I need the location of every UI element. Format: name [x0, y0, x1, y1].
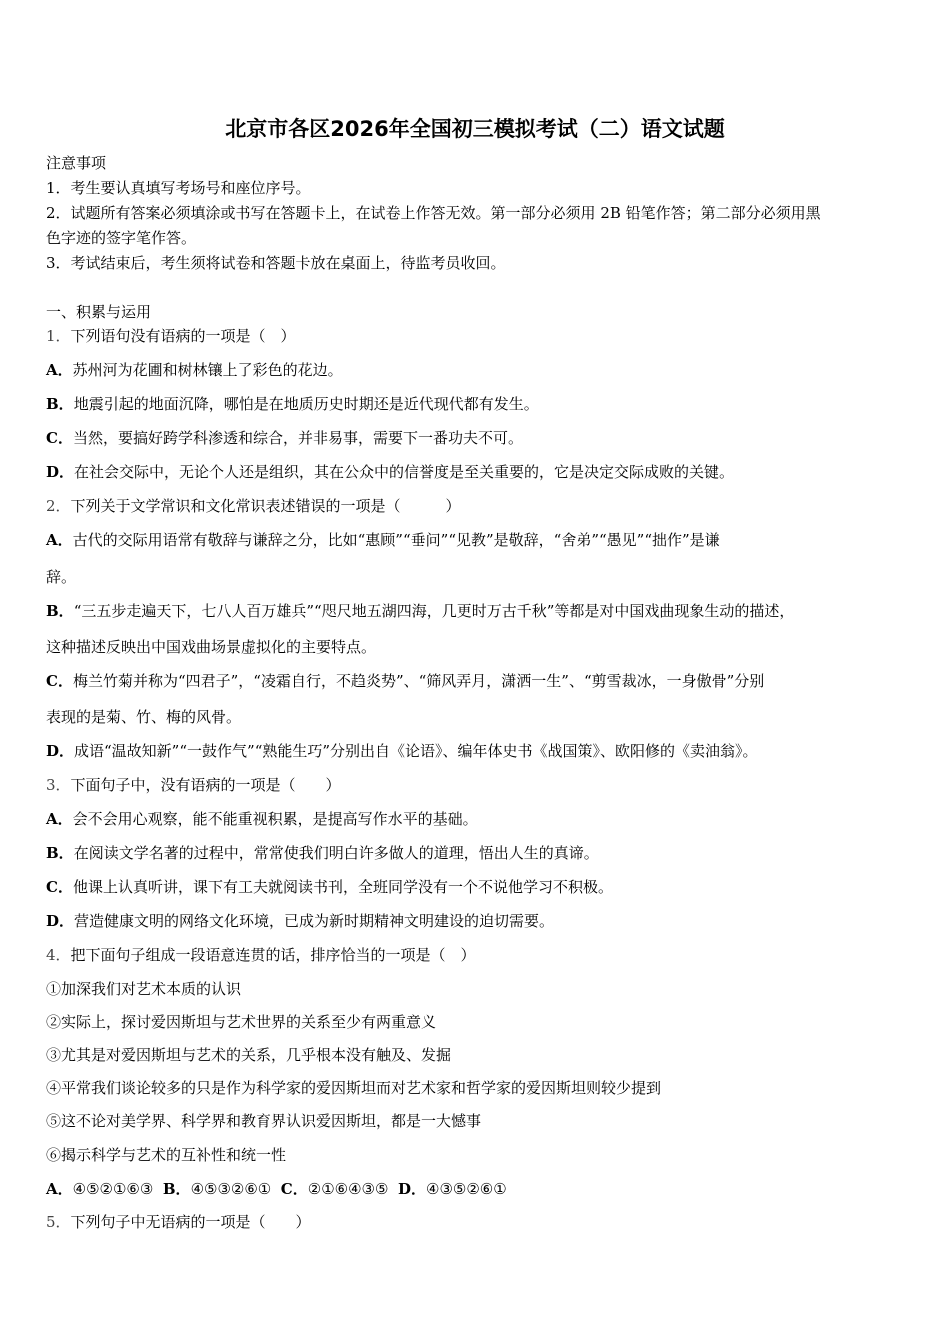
option — [46, 462, 734, 482]
question-4 — [46, 945, 476, 965]
option-continuation: 这种描述反映出中国戏曲场景虚拟化的主要特点。 — [46, 638, 377, 656]
option-text: 营造健康文明的网络文化环境，已成为新时期精神文明建设的迫切需要。 — [74, 912, 555, 930]
option-label: D． — [46, 742, 75, 760]
question-number: 5． — [46, 1213, 71, 1231]
option-text: 会不会用心观察，能不能重视积累，是提高写作水平的基础。 — [72, 810, 478, 828]
option-label: D． — [46, 463, 75, 481]
choice-label: C． — [280, 1180, 308, 1198]
option-text: 梅兰竹菊并称为“四君子”，“凌霜自行，不趋炎势”、“筛风弄月，潇洒一生”、“剪雪裁冰，一身傲骨”分别 — [72, 672, 765, 690]
option — [46, 843, 599, 863]
question-number: 4． — [46, 946, 71, 964]
option-label: C． — [46, 672, 73, 690]
option-text: 苏州河为花圃和树林镶上了彩色的花边。 — [72, 361, 343, 379]
sentence-item: ⑤这不论对美学界、科学界和教育界认识爱因斯坦，都是一大憾事 — [46, 1112, 482, 1130]
choice-text: ②①⑥④③⑤ — [307, 1180, 389, 1198]
question-stem: 把下面句子组成一段语意连贯的话，排序恰当的一项是（ ） — [70, 946, 476, 964]
option-text: 在阅读文学名著的过程中，常常使我们明白许多做人的道理，悟出人生的真谛。 — [73, 844, 599, 862]
choice-text: ④⑤②①⑥③ — [72, 1180, 154, 1198]
question-5 — [46, 1212, 311, 1232]
question-stem: 下列语句没有语病的一项是（ ） — [70, 327, 296, 345]
question-1 — [46, 326, 296, 346]
sentence-item: ①加深我们对艺术本质的认识 — [46, 980, 242, 998]
option-label: C． — [46, 429, 73, 447]
section-heading: 一、积累与运用 — [46, 303, 152, 321]
option-label: B． — [46, 395, 74, 413]
option-text: 地震引起的地面沉降，哪怕是在地质历史时期还是近代现代都有发生。 — [73, 395, 539, 413]
option-continuation: 辞。 — [46, 568, 77, 586]
option-text: 他课上认真听讲，课下有工夫就阅读书刊，全班同学没有一个不说他学习不积极。 — [72, 878, 613, 896]
notice-item: 色字迹的签字笔作答。 — [46, 229, 197, 247]
option — [46, 741, 758, 761]
question-3 — [46, 775, 341, 795]
sentence-item: ②实际上，探讨爱因斯坦与艺术世界的关系至少有两重意义 — [46, 1013, 437, 1031]
option — [46, 360, 343, 380]
notice-item: 1．考生要认真填写考场号和座位序号。 — [46, 179, 311, 197]
question-stem: 下列句子中无语病的一项是（ ） — [70, 1213, 311, 1231]
page-title: 北京市各区2026年全国初三模拟考试（二）语文试题 — [225, 117, 725, 141]
choice-text: ④③⑤②⑥① — [426, 1180, 507, 1198]
option — [46, 911, 554, 931]
option-text: 古代的交际用语常有敬辞与谦辞之分，比如“惠顾”“垂问”“见教”是敬辞，“舍弟”“愚见”“拙作”是谦 — [72, 531, 720, 549]
option-label: A． — [46, 810, 73, 828]
option-text: 成语“温故知新”“一鼓作气”“熟能生巧”分别出自《论语》、编年体史书《战国策》、欧阳修的《卖油翁》。 — [74, 742, 758, 760]
option-text: 在社会交际中，无论个人还是组织，其在公众中的信誉度是至关重要的，它是决定交际成败的关键。 — [74, 463, 735, 481]
option-label: B． — [46, 602, 74, 620]
question-stem: 下列关于文学常识和文化常识表述错误的一项是（ ） — [70, 497, 461, 515]
option — [46, 601, 794, 621]
notice-item: 2．试题所有答案必须填涂或书写在答题卡上，在试卷上作答无效。第一部分必须用 2B 铅笔作答；第二部分必须用黑 — [46, 204, 821, 222]
option-label: C． — [46, 878, 73, 896]
option — [46, 428, 523, 448]
question-stem: 下面句子中，没有语病的一项是（ ） — [70, 776, 341, 794]
question-number: 2． — [46, 497, 71, 515]
choice-label: B． — [162, 1180, 191, 1198]
notice-item: 3．考试结束后，考生须将试卷和答题卡放在桌面上，待监考员收回。 — [46, 254, 506, 272]
sentence-item: ④平常我们谈论较多的只是作为科学家的爱因斯坦而对艺术家和哲学家的爱因斯坦则较少提到 — [46, 1079, 662, 1097]
option — [46, 877, 613, 897]
notice-heading: 注意事项 — [46, 154, 107, 172]
option — [46, 530, 720, 550]
option-continuation: 表现的是菊、竹、梅的风骨。 — [46, 708, 242, 726]
choice-label: A． — [46, 1180, 73, 1198]
choice-label: D． — [397, 1180, 426, 1198]
choice-text: ④⑤③②⑥① — [190, 1180, 272, 1198]
question-2 — [46, 496, 461, 516]
option — [46, 671, 764, 691]
question-number: 1． — [46, 327, 71, 345]
option-text: 当然，要搞好跨学科渗透和综合，并非易事，需要下一番功夫不可。 — [72, 429, 523, 447]
option-label: D． — [46, 912, 75, 930]
question-number: 3． — [46, 776, 71, 794]
option — [46, 394, 539, 414]
sentence-item: ③尤其是对爱因斯坦与艺术的关系，几乎根本没有触及、发掘 — [46, 1046, 452, 1064]
option-text: “三五步走遍天下，七八人百万雄兵”“咫尺地五湖四海，几更时万古千秋”等都是对中国戏曲现象生动的描述， — [73, 602, 795, 620]
option-label: A． — [46, 531, 73, 549]
option — [46, 809, 478, 829]
answer-choices — [46, 1179, 507, 1199]
option-label: A． — [46, 361, 73, 379]
sentence-item: ⑥揭示科学与艺术的互补性和统一性 — [46, 1146, 287, 1164]
option-label: B． — [46, 844, 74, 862]
